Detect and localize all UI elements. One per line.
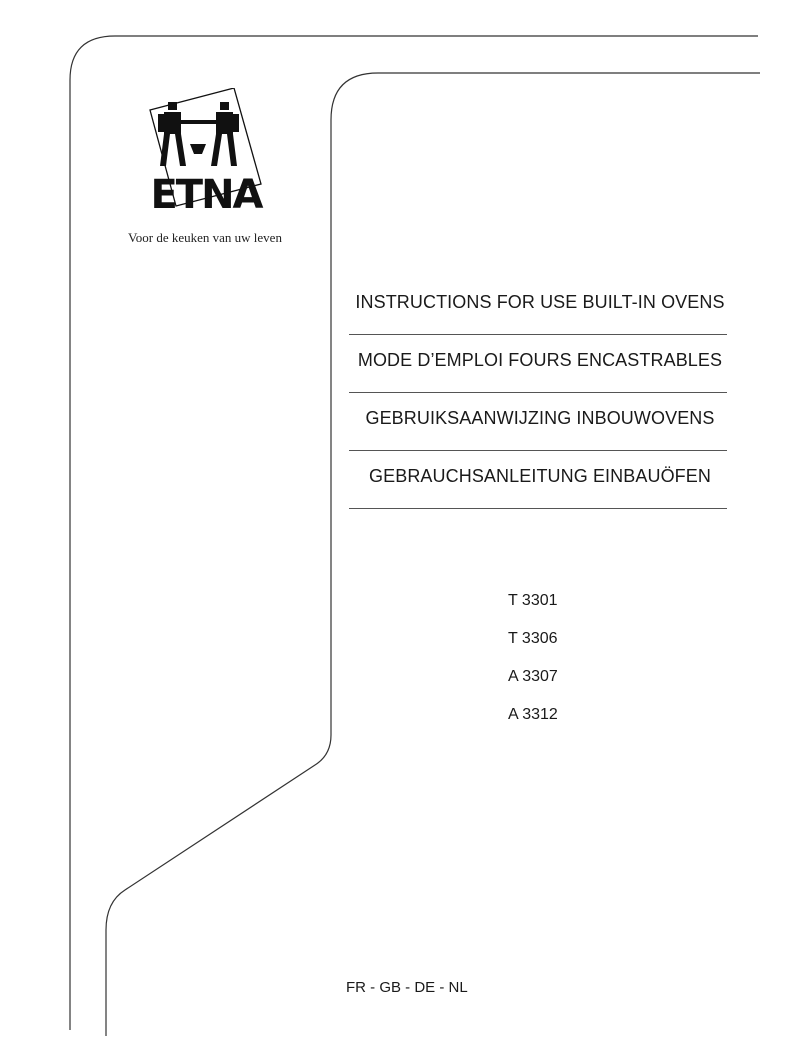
title-german: GEBRAUCHSANLEITUNG EINBAUÖFEN [369,466,711,486]
title-row [330,342,750,400]
logo-wordmark: ETNA [150,172,262,218]
title-divider [349,508,727,509]
model-number: A 3307 [508,668,558,685]
language-codes: FR - GB - DE - NL [346,979,468,996]
title-english: INSTRUCTIONS FOR USE BUILT-IN OVENS [355,292,725,312]
title-dutch: GEBRUIKSAANWIJZING INBOUWOVENS [365,408,715,428]
title-divider [349,450,727,451]
logo-pot-icon [190,144,206,154]
logo-figure-right-icon [211,102,239,166]
logo-beam-icon [181,120,216,124]
title-row [330,284,750,342]
model-number: T 3301 [508,592,558,609]
etna-logo [136,88,276,218]
title-french: MODE D’EMPLOI FOURS ENCASTRABLES [357,350,723,370]
brand-tagline: Voor de keuken van uw leven [128,230,282,245]
title-divider [349,392,727,393]
model-number: T 3306 [508,630,558,647]
logo-figure-left-icon [158,102,186,166]
title-row [330,458,750,516]
model-list [508,590,558,742]
title-list [330,284,750,516]
model-number: A 3312 [508,706,558,723]
title-row [330,400,750,458]
title-divider [349,334,727,335]
